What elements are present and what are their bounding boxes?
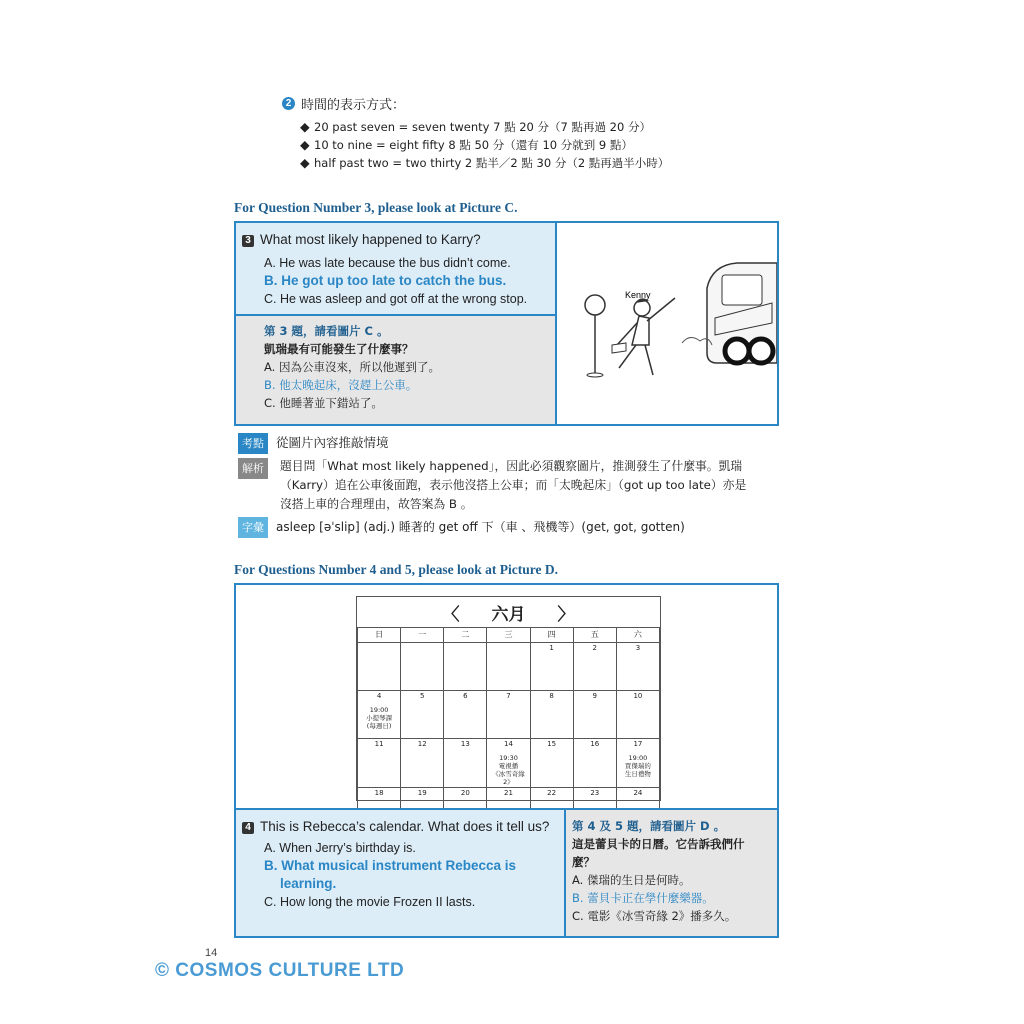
calendar-week-row (358, 643, 660, 691)
q3-zh-title: 第 3 題，請看圖片 C 。 (264, 324, 389, 338)
calendar-event (488, 754, 528, 786)
day-number: 19 (417, 789, 427, 797)
q4-option-a: A. When Jerry’s birthday is. (264, 841, 416, 855)
day-number: 14 (504, 740, 513, 748)
day-number: 3 (635, 644, 641, 652)
weekday-header: 一 (401, 628, 444, 643)
key-point-tag: 考點 (238, 433, 268, 454)
analysis-line: 題目問「What most likely happened」，因此必須觀察圖片，推測發生了什麼事。凱瑞 (280, 459, 743, 473)
calendar-day-cell (487, 643, 530, 691)
calendar-day-cell (573, 739, 616, 788)
q3-option-c: C. He was asleep and got off at the wrong stop. (264, 292, 528, 306)
event-line: 小提琴課 (366, 714, 393, 722)
day-number: 11 (374, 740, 384, 748)
calendar-grid (357, 627, 660, 836)
calendar-day-cell (616, 691, 659, 739)
calendar-day-cell (530, 739, 573, 788)
picture-label-kenny: Kenny (625, 290, 651, 300)
calendar-header (357, 597, 660, 627)
calendar-day-cell (444, 739, 487, 788)
q3-option-b-correct: B. He got up too late to catch the bus. (264, 273, 507, 288)
day-number: 9 (592, 692, 597, 700)
vocabulary-row (238, 517, 685, 538)
calendar-day-cell (358, 691, 401, 739)
calendar-day-cell (573, 691, 616, 739)
section-number: 2 (282, 97, 295, 110)
calendar-event (359, 706, 399, 730)
list-item: ◆ 10 to nine = eight fifty 8 點 50 分（還有 10 分就到 9 點） (300, 138, 633, 152)
day-number: 16 (590, 740, 600, 748)
event-line: 買傑瑞的 (624, 762, 651, 770)
questions-4-5-box (234, 583, 779, 938)
day-number: 6 (463, 692, 468, 700)
day-number: 22 (547, 789, 557, 797)
q4-zh-option-b-correct: B. 蕾貝卡正在學什麼樂器。 (572, 891, 714, 905)
list-item: ◆ 20 past seven = seven twenty 7 點 20 分（7 點再過 20 分） (300, 120, 651, 134)
day-number: 21 (504, 789, 513, 797)
list-item: ◆ half past two = two thirty 2 點半／2 點 30 分（2 點再過半小時） (300, 156, 670, 170)
key-point-text: 從圖片內容推敲情境 (276, 435, 389, 450)
weekday-header: 三 (487, 628, 530, 643)
q3-chinese-panel (236, 316, 557, 424)
q45-section-heading: For Questions Number 4 and 5, please look at Picture D. (234, 562, 559, 577)
calendar-event (618, 754, 658, 778)
event-line: 19:00 (628, 754, 648, 762)
event-line: 《冰雪奇緣 2》 (492, 770, 525, 786)
diamond-bullet-icon: ◆ (300, 156, 310, 170)
q3-question: 3 What most likely happened to Karry? (242, 232, 481, 247)
question-3-box (234, 221, 779, 426)
analysis-block (238, 457, 783, 514)
calendar-day-cell (358, 739, 401, 788)
q3-zh-option-c: C. 他睡著並下錯站了。 (264, 396, 383, 410)
analysis-tag: 解析 (238, 458, 268, 479)
section-title: 時間的表示方式： (301, 98, 406, 113)
day-number: 12 (417, 740, 427, 748)
event-line: 電視播 (498, 762, 519, 770)
day-number: 1 (549, 644, 554, 652)
q4-zh-option-a: A. 傑瑞的生日是何時。 (572, 873, 691, 887)
event-line: 19:00 (369, 706, 389, 714)
analysis-line: 沒搭上車的合理理由，故答案為 B 。 (280, 497, 473, 511)
page-number: 14 (205, 947, 218, 959)
q3-section-heading: For Question Number 3, please look at Picture C. (234, 200, 518, 215)
weekday-header: 六 (616, 628, 659, 643)
day-number: 5 (419, 692, 425, 700)
copyright-watermark: © COSMOS CULTURE LTD (155, 960, 405, 981)
day-number: 10 (633, 692, 643, 700)
diamond-bullet-icon: ◆ (300, 138, 310, 152)
calendar-week-row (358, 691, 660, 739)
day-number: 7 (506, 692, 511, 700)
day-number: 4 (376, 692, 382, 700)
calendar-day-cell (444, 643, 487, 691)
question-number: 3 (242, 235, 254, 247)
q4-zh-title: 第 4 及 5 題，請看圖片 D 。 (572, 819, 726, 833)
section-2-heading (282, 94, 405, 113)
calendar-day-cell (401, 691, 444, 739)
q4-english-panel (236, 808, 566, 936)
calendar-week-row (358, 739, 660, 788)
time-expression-list (300, 118, 669, 172)
event-line: (每週日) (366, 722, 392, 730)
chevron-right-icon: 〉 (557, 604, 575, 625)
calendar-day-cell (401, 643, 444, 691)
day-number: 15 (547, 740, 557, 748)
day-number: 20 (460, 789, 470, 797)
q4-zh-question: 這是蕾貝卡的日曆。它告訴我們什 (572, 837, 745, 851)
calendar-day-cell (573, 643, 616, 691)
day-number: 24 (633, 789, 643, 797)
calendar-picture-d (356, 596, 661, 801)
q3-zh-option-a: A. 因為公車沒來，所以他遲到了。 (264, 360, 440, 374)
calendar-day-cell (444, 691, 487, 739)
weekday-header: 日 (358, 628, 401, 643)
key-point-row (238, 433, 389, 454)
calendar-month: 六月 (491, 604, 526, 625)
q4-question: 4 This is Rebecca’s calendar. What does it tell us? (242, 819, 549, 834)
boy-chasing-bus-image (557, 223, 777, 424)
chevron-left-icon: 〈 (442, 604, 460, 625)
day-number: 2 (592, 644, 597, 652)
q3-option-a: A. He was late because the bus didn’t come. (264, 256, 511, 270)
q3-zh-option-b-correct: B. 他太晚起床，沒趕上公車。 (264, 378, 418, 392)
weekday-header: 二 (444, 628, 487, 643)
calendar-day-cell (358, 643, 401, 691)
day-number: 23 (590, 789, 600, 797)
q4-zh-question-continued: 麼？ (572, 855, 595, 869)
day-number: 18 (374, 789, 384, 797)
calendar-day-cell (487, 691, 530, 739)
event-line: 19:30 (499, 754, 518, 762)
calendar-day-cell (401, 739, 444, 788)
vocabulary-text: asleep [əˈslip] (adj.) 睡著的 get off 下（車 、飛機等）(get, got, gotten) (276, 520, 685, 534)
analysis-line: （Karry）追在公車後面跑，表示他沒搭上公車；而「太晚起床」（got up too late）亦是 (280, 478, 747, 492)
picture-c-illustration (557, 223, 777, 424)
day-number: 17 (633, 740, 643, 748)
q3-zh-question: 凱瑞最有可能發生了什麼事？ (264, 342, 414, 356)
vocabulary-tag: 字彙 (238, 517, 268, 538)
weekday-header: 四 (530, 628, 573, 643)
q4-option-b-continued: learning. (280, 876, 337, 891)
question-number: 4 (242, 822, 254, 834)
day-number: 8 (549, 692, 554, 700)
diamond-bullet-icon: ◆ (300, 120, 310, 134)
q4-option-c: C. How long the movie Frozen II lasts. (264, 895, 476, 909)
q4-chinese-panel (566, 808, 777, 936)
q4-zh-option-c: C. 電影《冰雪奇緣 2》播多久。 (572, 909, 737, 923)
q3-english-panel (236, 223, 557, 316)
calendar-day-cell (616, 739, 659, 788)
calendar-day-cell (487, 739, 530, 788)
calendar-day-cell (530, 643, 573, 691)
q4-option-b-correct: B. What musical instrument Rebecca is (264, 858, 517, 873)
day-number: 13 (460, 740, 470, 748)
calendar-day-cell (616, 643, 659, 691)
weekday-header: 五 (573, 628, 616, 643)
event-line: 生日禮物 (624, 770, 651, 778)
calendar-day-cell (530, 691, 573, 739)
